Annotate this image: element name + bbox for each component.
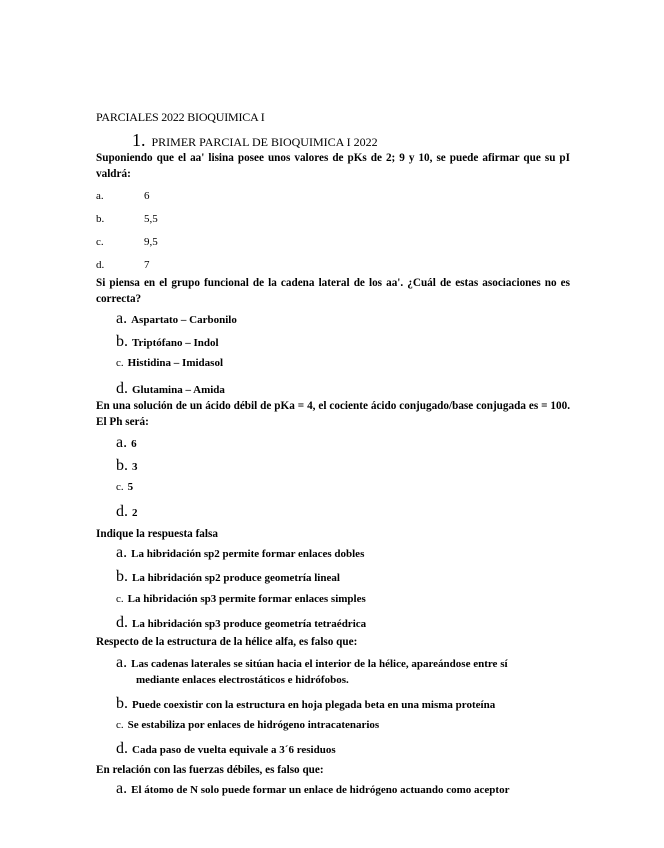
option-text: La hibridación sp3 permite formar enlaces simples [127,593,366,605]
option-text: 2 [132,507,138,519]
q5-option-b[interactable] [116,695,495,713]
q6-option-a[interactable] [116,780,509,798]
option-text: Las cadenas laterales se sitúan hacia el interior de la hélice, apareándose entre sí [131,658,508,670]
q4-option-d[interactable] [116,614,366,632]
option-marker: d. [116,503,128,520]
q2-option-d[interactable] [116,380,225,398]
option-marker: a. [116,310,128,327]
option-text: 6 [144,190,150,202]
option-marker: b. [116,695,128,712]
option-text: Puede coexistir con la estructura en hoja plegada beta en una misma proteína [132,699,496,711]
q1-option-c[interactable] [96,236,158,248]
option-text: La hibridación sp2 produce geometría lineal [132,572,340,584]
option-text-continued: mediante enlaces electrostáticos e hidrófobos. [136,674,349,686]
option-marker: b. [116,333,128,350]
option-text: Cada paso de vuelta equivale a 3´6 residuos [132,744,336,756]
section-title: PRIMER PARCIAL DE BIOQUIMICA I 2022 [151,135,378,149]
option-text: 5 [127,481,134,493]
document-title: PARCIALES 2022 BIOQUIMICA I [96,110,265,124]
q3-option-a[interactable] [116,434,137,452]
question-3: En una solución de un ácido débil de pKa = 4, el cociente ácido conjugado/base conjugada es = 100. El Ph será: [96,400,570,428]
option-text: Glutamina – Amida [132,384,225,396]
question-2: Si piensa en el grupo funcional de la cadena lateral de los aa'. ¿Cuál de estas asociaciones no es correcta? [96,277,570,305]
q1-option-d[interactable] [96,259,150,271]
question-1: Suponiendo que el aa' lisina posee unos valores de pKs de 2; 9 y 10, se puede afirmar que su pI valdrá: [96,152,570,180]
q2-option-a[interactable] [116,310,237,328]
option-marker: a. [116,434,128,451]
q2-option-c[interactable] [116,357,223,369]
question-5: Respecto de la estructura de la hélice alfa, es falso que: [96,636,358,648]
question-6: En relación con las fuerzas débiles, es falso que: [96,764,324,776]
option-text: Se estabiliza por enlaces de hidrógeno intracatenarios [127,719,380,731]
option-marker: b. [116,457,128,474]
option-marker: d. [116,380,128,397]
option-marker: a. [96,190,104,202]
q5-option-a[interactable] [116,655,570,688]
option-text: 9,5 [144,236,158,248]
option-marker: a. [116,780,128,797]
option-text: Aspartato – Carbonilo [131,314,237,326]
option-marker: b. [116,568,128,585]
option-marker: d. [116,614,128,631]
q3-option-d[interactable] [116,503,138,521]
option-marker: c. [96,236,104,248]
q5-option-d[interactable] [116,740,336,758]
option-marker: a. [116,544,128,561]
option-text: 7 [144,259,150,271]
option-marker: d. [116,740,128,757]
option-marker: c. [116,357,124,369]
option-marker: a. [116,654,128,671]
q4-option-c[interactable] [116,593,366,605]
q1-option-a[interactable] [96,190,150,202]
option-text: Histidina – Imidasol [127,357,223,369]
option-text: Triptófano – Indol [132,337,219,349]
option-text: La hibridación sp2 permite formar enlaces dobles [131,548,365,560]
q3-option-b[interactable] [116,457,138,475]
option-marker: d. [96,259,105,271]
option-marker: b. [96,213,105,225]
q2-option-b[interactable] [116,333,219,351]
q1-option-b[interactable] [96,213,158,225]
q3-option-c[interactable] [116,481,133,493]
q4-option-b[interactable] [116,568,340,586]
section-heading [132,130,378,151]
option-text: El átomo de N solo puede formar un enlace de hidrógeno actuando como aceptor [131,784,510,796]
option-text: 3 [132,461,138,473]
q5-option-c[interactable] [116,719,379,731]
option-text: 6 [131,438,137,450]
option-marker: c. [116,719,124,731]
q4-option-a[interactable] [116,544,364,562]
question-4: Indique la respuesta falsa [96,528,218,540]
option-text: 5,5 [144,213,158,225]
option-marker: c. [116,593,124,605]
option-marker: c. [116,481,124,493]
option-text: La hibridación sp3 produce geometría tetraédrica [132,618,367,630]
section-number: 1. [132,130,146,150]
